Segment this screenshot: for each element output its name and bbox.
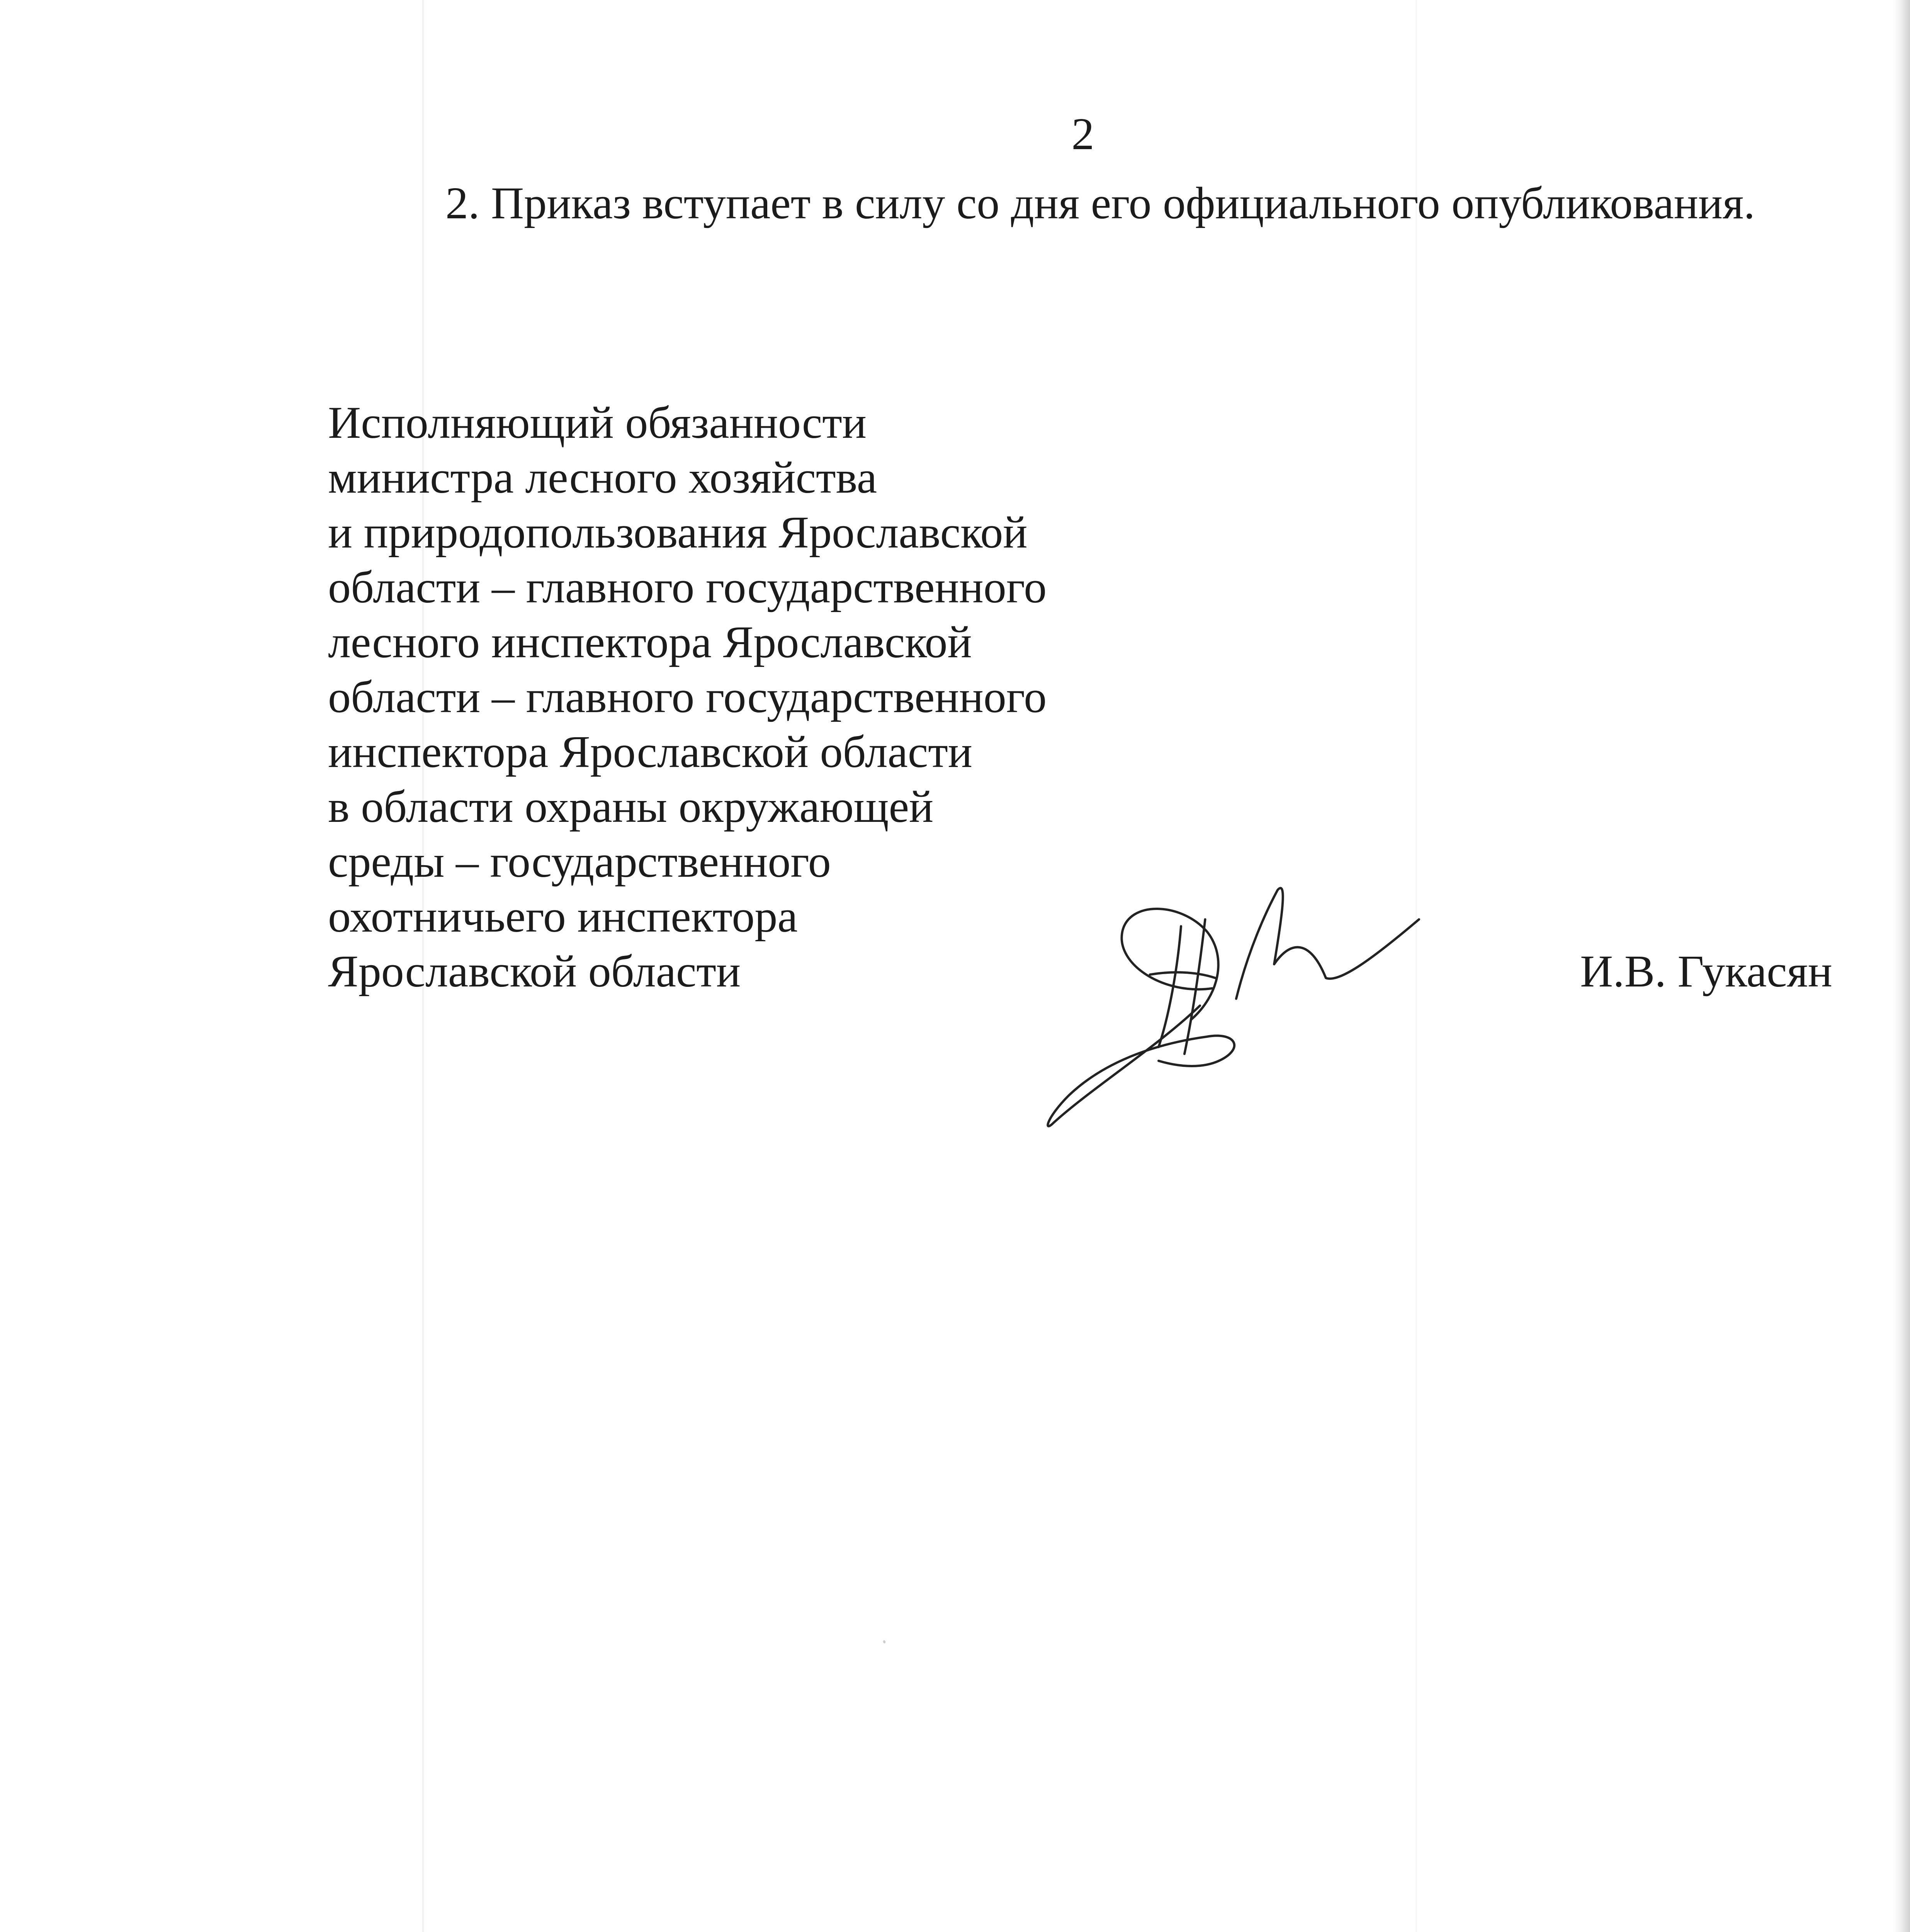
scan-edge-shadow [1893, 0, 1910, 1932]
order-clause: 2. Приказ вступает в силу со дня его официального опубликования. [445, 178, 1755, 228]
signatory-title-line: области – главного государственного [328, 562, 1047, 612]
handwritten-signature [1036, 874, 1422, 1141]
signatory-name: И.В. Гукасян [1580, 946, 1832, 997]
signatory-title-line: лесного инспектора Ярославской [328, 617, 972, 667]
signatory-title-line: Ярославской области [328, 946, 741, 997]
signatory-title-block [328, 395, 1047, 999]
signatory-title-line: министра лесного хозяйства [328, 452, 877, 503]
signatory-title-line: и природопользования Ярославской [328, 507, 1028, 558]
signatory-title-line: Исполняющий обязанности [328, 397, 867, 448]
signatory-title-line: области – главного государственного [328, 672, 1047, 722]
scan-speck [883, 1640, 886, 1644]
page-number: 2 [1071, 109, 1094, 159]
signatory-title-line: среды – государственного [328, 836, 831, 887]
signatory-title-line: охотничьего инспектора [328, 891, 798, 942]
signatory-title-line: инспектора Ярославской области [328, 726, 972, 777]
signatory-title-line: в области охраны окружающей [328, 781, 934, 832]
